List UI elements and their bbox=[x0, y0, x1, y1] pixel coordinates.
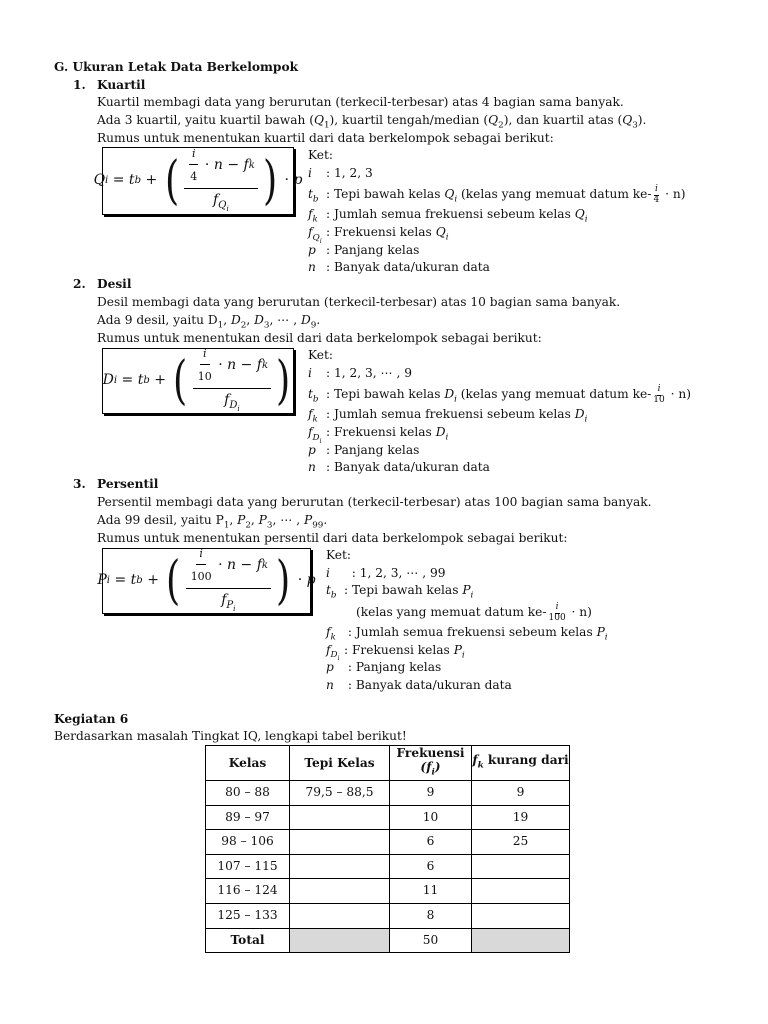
cell-frekuensi: 6 bbox=[390, 830, 472, 855]
desil-formula: D i = t b + ( $\frac{i}{10}$ · n − f k $f_{D_i}$ ) bbox=[102, 346, 291, 413]
cell-kelas: 125 – 133 bbox=[206, 903, 290, 928]
table-row bbox=[206, 879, 570, 904]
desil-formula-box bbox=[102, 348, 294, 414]
shaded-cell bbox=[290, 928, 390, 953]
legend-i: i : 1, 2, 3, ⋯ , 9 bbox=[308, 365, 413, 380]
cell-tepi[interactable] bbox=[290, 805, 390, 830]
iq-frequency-table bbox=[205, 745, 570, 953]
legend-fk: $f_k$ : Jumlah semua frekuensi sebeum kelas $D_i$ bbox=[308, 407, 588, 425]
cell-kelas: 98 – 106 bbox=[206, 830, 290, 855]
kuartil-formula-intro: Rumus untuk menentukan kuartil dari data berkelompok sebagai berikut: bbox=[97, 131, 554, 145]
legend-label: Ket: bbox=[308, 348, 333, 362]
cell-fk[interactable]: 19 bbox=[472, 805, 570, 830]
legend-fp: $f_{D_i}$: Frekuensi kelas $P_i$ bbox=[326, 642, 465, 662]
desil-formula-intro: Rumus untuk menentukan desil dari data berkelompok sebagai berikut: bbox=[97, 331, 542, 345]
persentil-heading: Persentil bbox=[97, 477, 159, 491]
persentil-definition: Persentil membagi data yang berurutan (terkecil-terbesar) atas 100 bagian sama banyak. bbox=[97, 495, 652, 509]
kuartil-legend bbox=[308, 147, 685, 277]
legend-tb-note: (kelas yang memuat datum ke- $\frac{i}{100}$ · n) bbox=[356, 601, 592, 623]
header-tepi-kelas: Tepi Kelas bbox=[290, 746, 390, 781]
legend-n: n : Banyak data/ukuran data bbox=[308, 260, 490, 275]
table-row bbox=[206, 830, 570, 855]
table-row bbox=[206, 903, 570, 928]
persentil-formula-box bbox=[97, 546, 316, 614]
legend-n: n : Banyak data/ukuran data bbox=[326, 678, 512, 693]
persentil-legend bbox=[326, 547, 608, 695]
cell-fk[interactable] bbox=[472, 854, 570, 879]
persentil-number: 3. bbox=[73, 477, 86, 491]
header-frekuensi: Frekuensi $(f_i)$ bbox=[390, 746, 472, 781]
desil-count-line: Ada 9 desil, yaitu $D_1$, $D_2$, $D_3$, ⋯ , $D_9$. bbox=[97, 313, 321, 331]
legend-tb: $t_b$ : Tepi bawah kelas $Q_i$ (kelas yang memuat datum ke- $\frac{i}{4}$ · n) bbox=[308, 183, 686, 205]
activity-title: Kegiatan 6 bbox=[54, 712, 129, 726]
legend-p: p : Panjang kelas bbox=[308, 442, 420, 457]
legend-i: i : 1, 2, 3, ⋯ , 99 bbox=[326, 565, 446, 580]
cell-kelas: 107 – 115 bbox=[206, 854, 290, 879]
cell-fk[interactable]: 25 bbox=[472, 830, 570, 855]
legend-fq: $f_{Q_i}$: Frekuensi kelas $Q_i$ bbox=[308, 225, 449, 245]
desil-definition: Desil membagi data yang berurutan (terkecil-terbesar) atas 10 bagian sama banyak. bbox=[97, 295, 621, 309]
cell-tepi[interactable] bbox=[290, 854, 390, 879]
table-row bbox=[206, 854, 570, 879]
cell-tepi[interactable] bbox=[290, 879, 390, 904]
legend-fd: $f_{D_i}$: Frekuensi kelas $D_i$ bbox=[308, 425, 449, 445]
legend-label: Ket: bbox=[326, 548, 351, 562]
persentil-formula-intro: Rumus untuk menentukan persentil dari data berkelompok sebagai berikut: bbox=[97, 531, 568, 545]
cell-fk[interactable] bbox=[472, 879, 570, 904]
cell-frekuensi: 8 bbox=[390, 903, 472, 928]
legend-tb: $t_b$ : Tepi bawah kelas $P_i$ bbox=[326, 583, 474, 601]
shaded-cell bbox=[472, 928, 570, 953]
cell-fk[interactable]: 9 bbox=[472, 781, 570, 806]
cell-frekuensi: 10 bbox=[390, 805, 472, 830]
total-frekuensi: 50 bbox=[390, 928, 472, 953]
legend-fk: $f_k$ : Jumlah semua frekuensi sebeum kelas $P_i$ bbox=[326, 625, 608, 643]
desil-number: 2. bbox=[73, 277, 86, 291]
table-total-row bbox=[206, 928, 570, 953]
cell-frekuensi: 6 bbox=[390, 854, 472, 879]
desil-heading: Desil bbox=[97, 277, 132, 291]
total-label: Total bbox=[206, 928, 290, 953]
cell-frekuensi: 9 bbox=[390, 781, 472, 806]
legend-fk: $f_k$ : Jumlah semua frekuensi sebeum kelas $Q_i$ bbox=[308, 207, 588, 225]
cell-kelas: 89 – 97 bbox=[206, 805, 290, 830]
legend-p: p : Panjang kelas bbox=[326, 660, 442, 675]
kuartil-count-line: Ada 3 kuartil, yaitu kuartil bawah $(Q_1)$, kuartil tengah/median $(Q_2)$, dan kuartil atas $(Q_3)$. bbox=[97, 113, 647, 131]
table-row bbox=[206, 781, 570, 806]
cell-kelas: 116 – 124 bbox=[206, 879, 290, 904]
persentil-formula: P i = t b + ( $\frac{i}{100}$ · n − f k $f_{P_i}$ ) · p bbox=[97, 546, 316, 613]
cell-kelas: 80 – 88 bbox=[206, 781, 290, 806]
kuartil-heading: Kuartil bbox=[97, 78, 146, 92]
section-title: G. Ukuran Letak Data Berkelompok bbox=[54, 60, 299, 74]
kuartil-formula-box bbox=[93, 146, 303, 215]
legend-i: i : 1, 2, 3 bbox=[308, 165, 373, 180]
table-header-row bbox=[206, 746, 570, 781]
cell-tepi[interactable] bbox=[290, 830, 390, 855]
table-row bbox=[206, 805, 570, 830]
cell-frekuensi: 11 bbox=[390, 879, 472, 904]
header-fk-kurang-dari: $f_k$ kurang dari bbox=[472, 746, 570, 781]
cell-tepi[interactable]: 79,5 – 88,5 bbox=[290, 781, 390, 806]
legend-p: p : Panjang kelas bbox=[308, 242, 420, 257]
legend-label: Ket: bbox=[308, 148, 333, 162]
header-kelas: Kelas bbox=[206, 746, 290, 781]
cell-fk[interactable] bbox=[472, 903, 570, 928]
desil-legend bbox=[308, 347, 691, 477]
kuartil-number: 1. bbox=[73, 78, 86, 92]
activity-instruction: Berdasarkan masalah Tingkat IQ, lengkapi tabel berikut! bbox=[54, 729, 407, 743]
legend-n: n : Banyak data/ukuran data bbox=[308, 460, 490, 475]
kuartil-definition: Kuartil membagi data yang berurutan (terkecil-terbesar) atas 4 bagian sama banyak. bbox=[97, 95, 624, 109]
persentil-count-line: Ada 99 desil, yaitu $P_1$, $P_2$, $P_3$, ⋯ , $P_{99}$. bbox=[97, 513, 328, 531]
cell-tepi[interactable] bbox=[290, 903, 390, 928]
legend-tb: $t_b$ : Tepi bawah kelas $D_i$ (kelas yang memuat datum ke- $\frac{i}{10}$ · n) bbox=[308, 383, 691, 405]
kuartil-formula: Q i = t b + ( $\frac{i}{4}$ · n − f k $f_{Q_i}$ ) · p bbox=[93, 146, 303, 213]
